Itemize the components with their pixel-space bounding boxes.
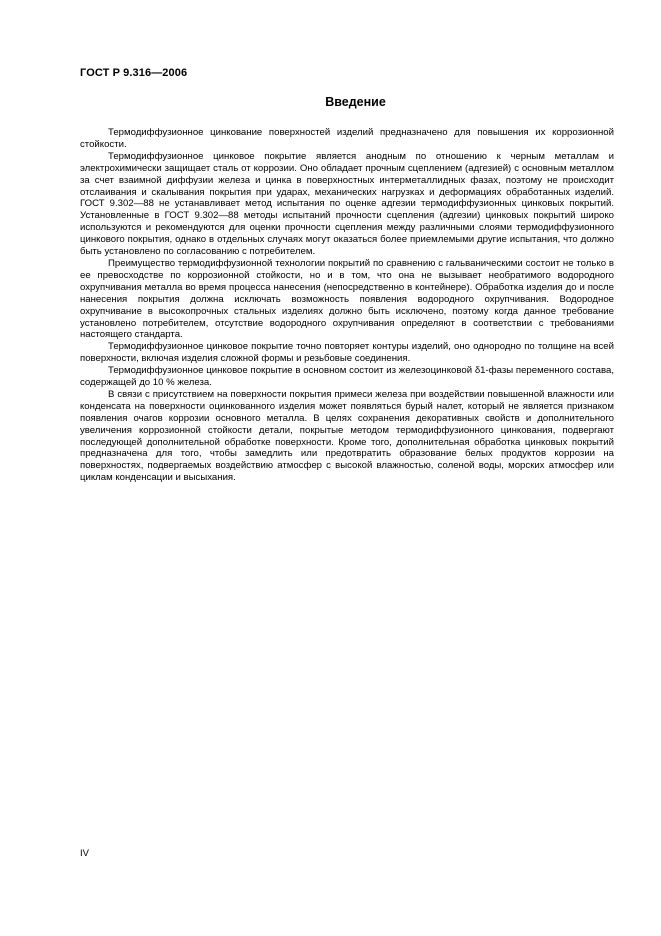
- document-code: ГОСТ Р 9.316—2006: [80, 67, 188, 79]
- paragraph: Термодиффузионное цинкование поверхностей изделий предназначено для повышения их коррозионной стойкости.: [80, 127, 614, 150]
- paragraph: Термодиффузионное цинковое покрытие является анодным по отношению к черным металлам и электрохимически защищает сталь от коррозии. Оно обладает прочным сцеплением (адгезией) с основным металлом за счет взаимной диффузии железа и цинка в поверхностных интерметаллидных фазах, поэтому не происходит отслаивания и скалывания покрытия при ударах, механических нагрузках и деформациях обработанных изделий. ГОСТ 9.302—88 не устанавливает метод испытания по оценке адгезии термодиффузионных цинковых покрытий. Установленные в ГОСТ 9.302—88 методы испытаний прочности сцепления (адгезии) цинковых покрытий широко используются и рекомендуются для оценки прочности сцепления между различными слоями термодиффузионного цинкового покрытия, однако в отдельных случаях могут оказаться более приемлемыми другие испытания, что должно быть установлено по согласованию с потребителем.: [80, 150, 614, 258]
- page-number: IV: [80, 848, 89, 859]
- body-text: [80, 127, 614, 484]
- paragraph: В связи с присутствием на поверхности покрытия примеси железа при воздействии повышенной влажности или конденсата на поверхности оцинкованного изделия может появляться бурый налет, который не является признаком появления очагов коррозии основного металла. В целях сохранения декоративных свойств и дополнительного увеличения коррозионной стойкости детали, покрытые методом термодиффузионного цинкования, подвергают последующей дополнительной обработке поверхности. Кроме того, дополнительная обработка цинковых покрытий предназначена для того, чтобы замедлить или предотвратить образование белых продуктов коррозии на поверхностях, подвергаемых воздействию атмосфер с высокой влажностью, соленой воды, морских атмосфер или циклам конденсации и высыхания.: [80, 388, 614, 484]
- paragraph: Термодиффузионное цинковое покрытие точно повторяет контуры изделий, оно однородно по толщине на всей поверхности, включая изделия сложной формы и резьбовые соединения.: [80, 341, 614, 365]
- paragraph: Преимущество термодиффузионной технологии покрытий по сравнению с гальваническими состоит не только в ее превосходстве по коррозионной стойкости, но и в том, что она не вызывает необратимого водородного охрупчивания металла во время процесса нанесения (непосредственно в контейнере). Обработка изделия до и после нанесения покрытия должна исключать возможность появления водородного охрупчивания. Водородное охрупчивание в высокопрочных стальных изделиях должно быть исключено, поэтому когда данное требование установлено потребителем, отсутствие водородного охрупчивания определяют в соответствии с требованиями настоящего стандарта.: [80, 257, 614, 341]
- section-title: Введение: [325, 95, 386, 109]
- paragraph: Термодиффузионное цинковое покрытие в основном состоит из железоцинковой δ1-фазы переменного состава, содержащей до 10 % железа.: [80, 365, 614, 389]
